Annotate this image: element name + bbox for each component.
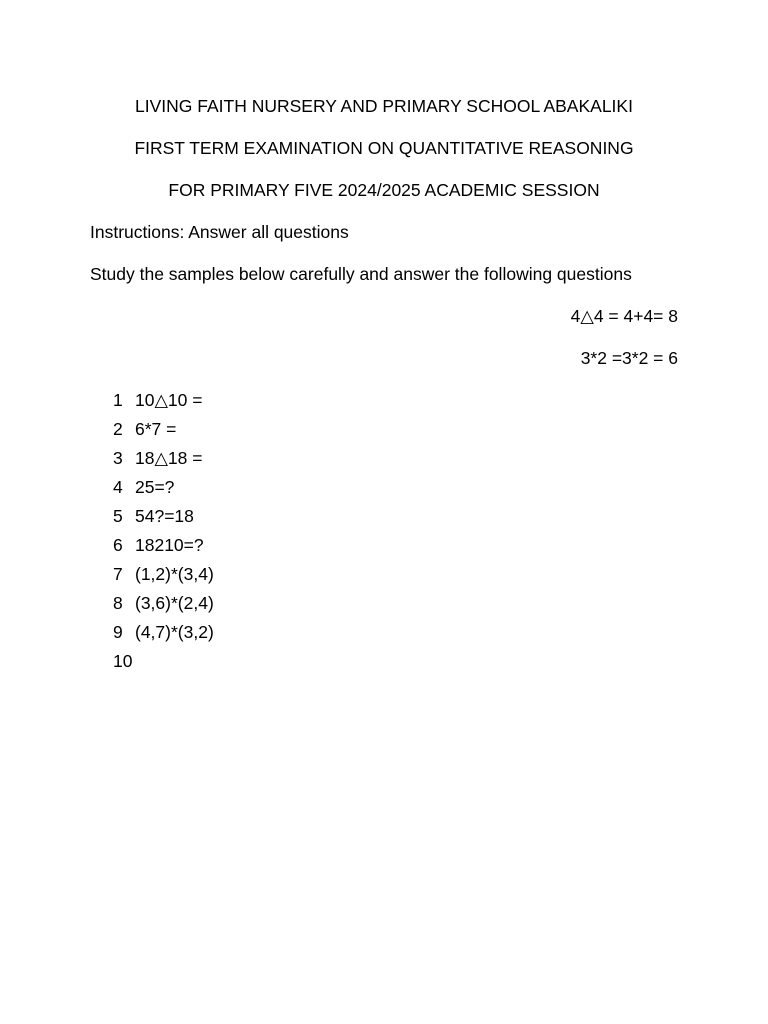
- question-item: [113, 563, 214, 585]
- school-name: LIVING FAITH NURSERY AND PRIMARY SCHOOL ABAKALIKI: [135, 96, 633, 116]
- question-text: (3,6)*(2,4): [135, 593, 214, 613]
- question-text: (1,2)*(3,4): [135, 564, 214, 584]
- question-item: [113, 534, 204, 556]
- session-line: FOR PRIMARY FIVE 2024/2025 ACADEMIC SESSION: [168, 180, 600, 200]
- question-number: 10: [113, 651, 133, 671]
- study-prompt: Study the samples below carefully and answer the following questions: [90, 264, 632, 284]
- question-number: 9: [113, 622, 123, 642]
- question-number: 1: [113, 390, 123, 410]
- question-item: [113, 418, 176, 440]
- question-item: [113, 650, 135, 672]
- question-number: 4: [113, 477, 123, 497]
- question-item: [113, 621, 214, 643]
- question-text: 25=?: [135, 477, 175, 497]
- question-text: 10△10 =: [135, 390, 203, 410]
- question-number: 8: [113, 593, 123, 613]
- question-text: 6*7 =: [135, 419, 177, 439]
- question-number: 3: [113, 448, 123, 468]
- instructions: Instructions: Answer all questions: [90, 222, 349, 242]
- sample-1: 4△4 = 4+4= 8: [570, 306, 678, 326]
- question-item: [113, 592, 214, 614]
- question-item: [113, 505, 194, 527]
- question-text: 18210=?: [135, 535, 204, 555]
- question-item: [113, 476, 174, 498]
- question-text: 54?=18: [135, 506, 194, 526]
- exam-title: FIRST TERM EXAMINATION ON QUANTITATIVE REASONING: [134, 138, 634, 158]
- question-number: 2: [113, 419, 123, 439]
- question-item: [113, 389, 202, 411]
- question-text: 18△18 =: [135, 448, 203, 468]
- question-text: (4,7)*(3,2): [135, 622, 214, 642]
- question-number: 5: [113, 506, 123, 526]
- question-number: 7: [113, 564, 123, 584]
- question-item: [113, 447, 202, 469]
- sample-2: 3*2 =3*2 = 6: [580, 348, 678, 368]
- question-number: 6: [113, 535, 123, 555]
